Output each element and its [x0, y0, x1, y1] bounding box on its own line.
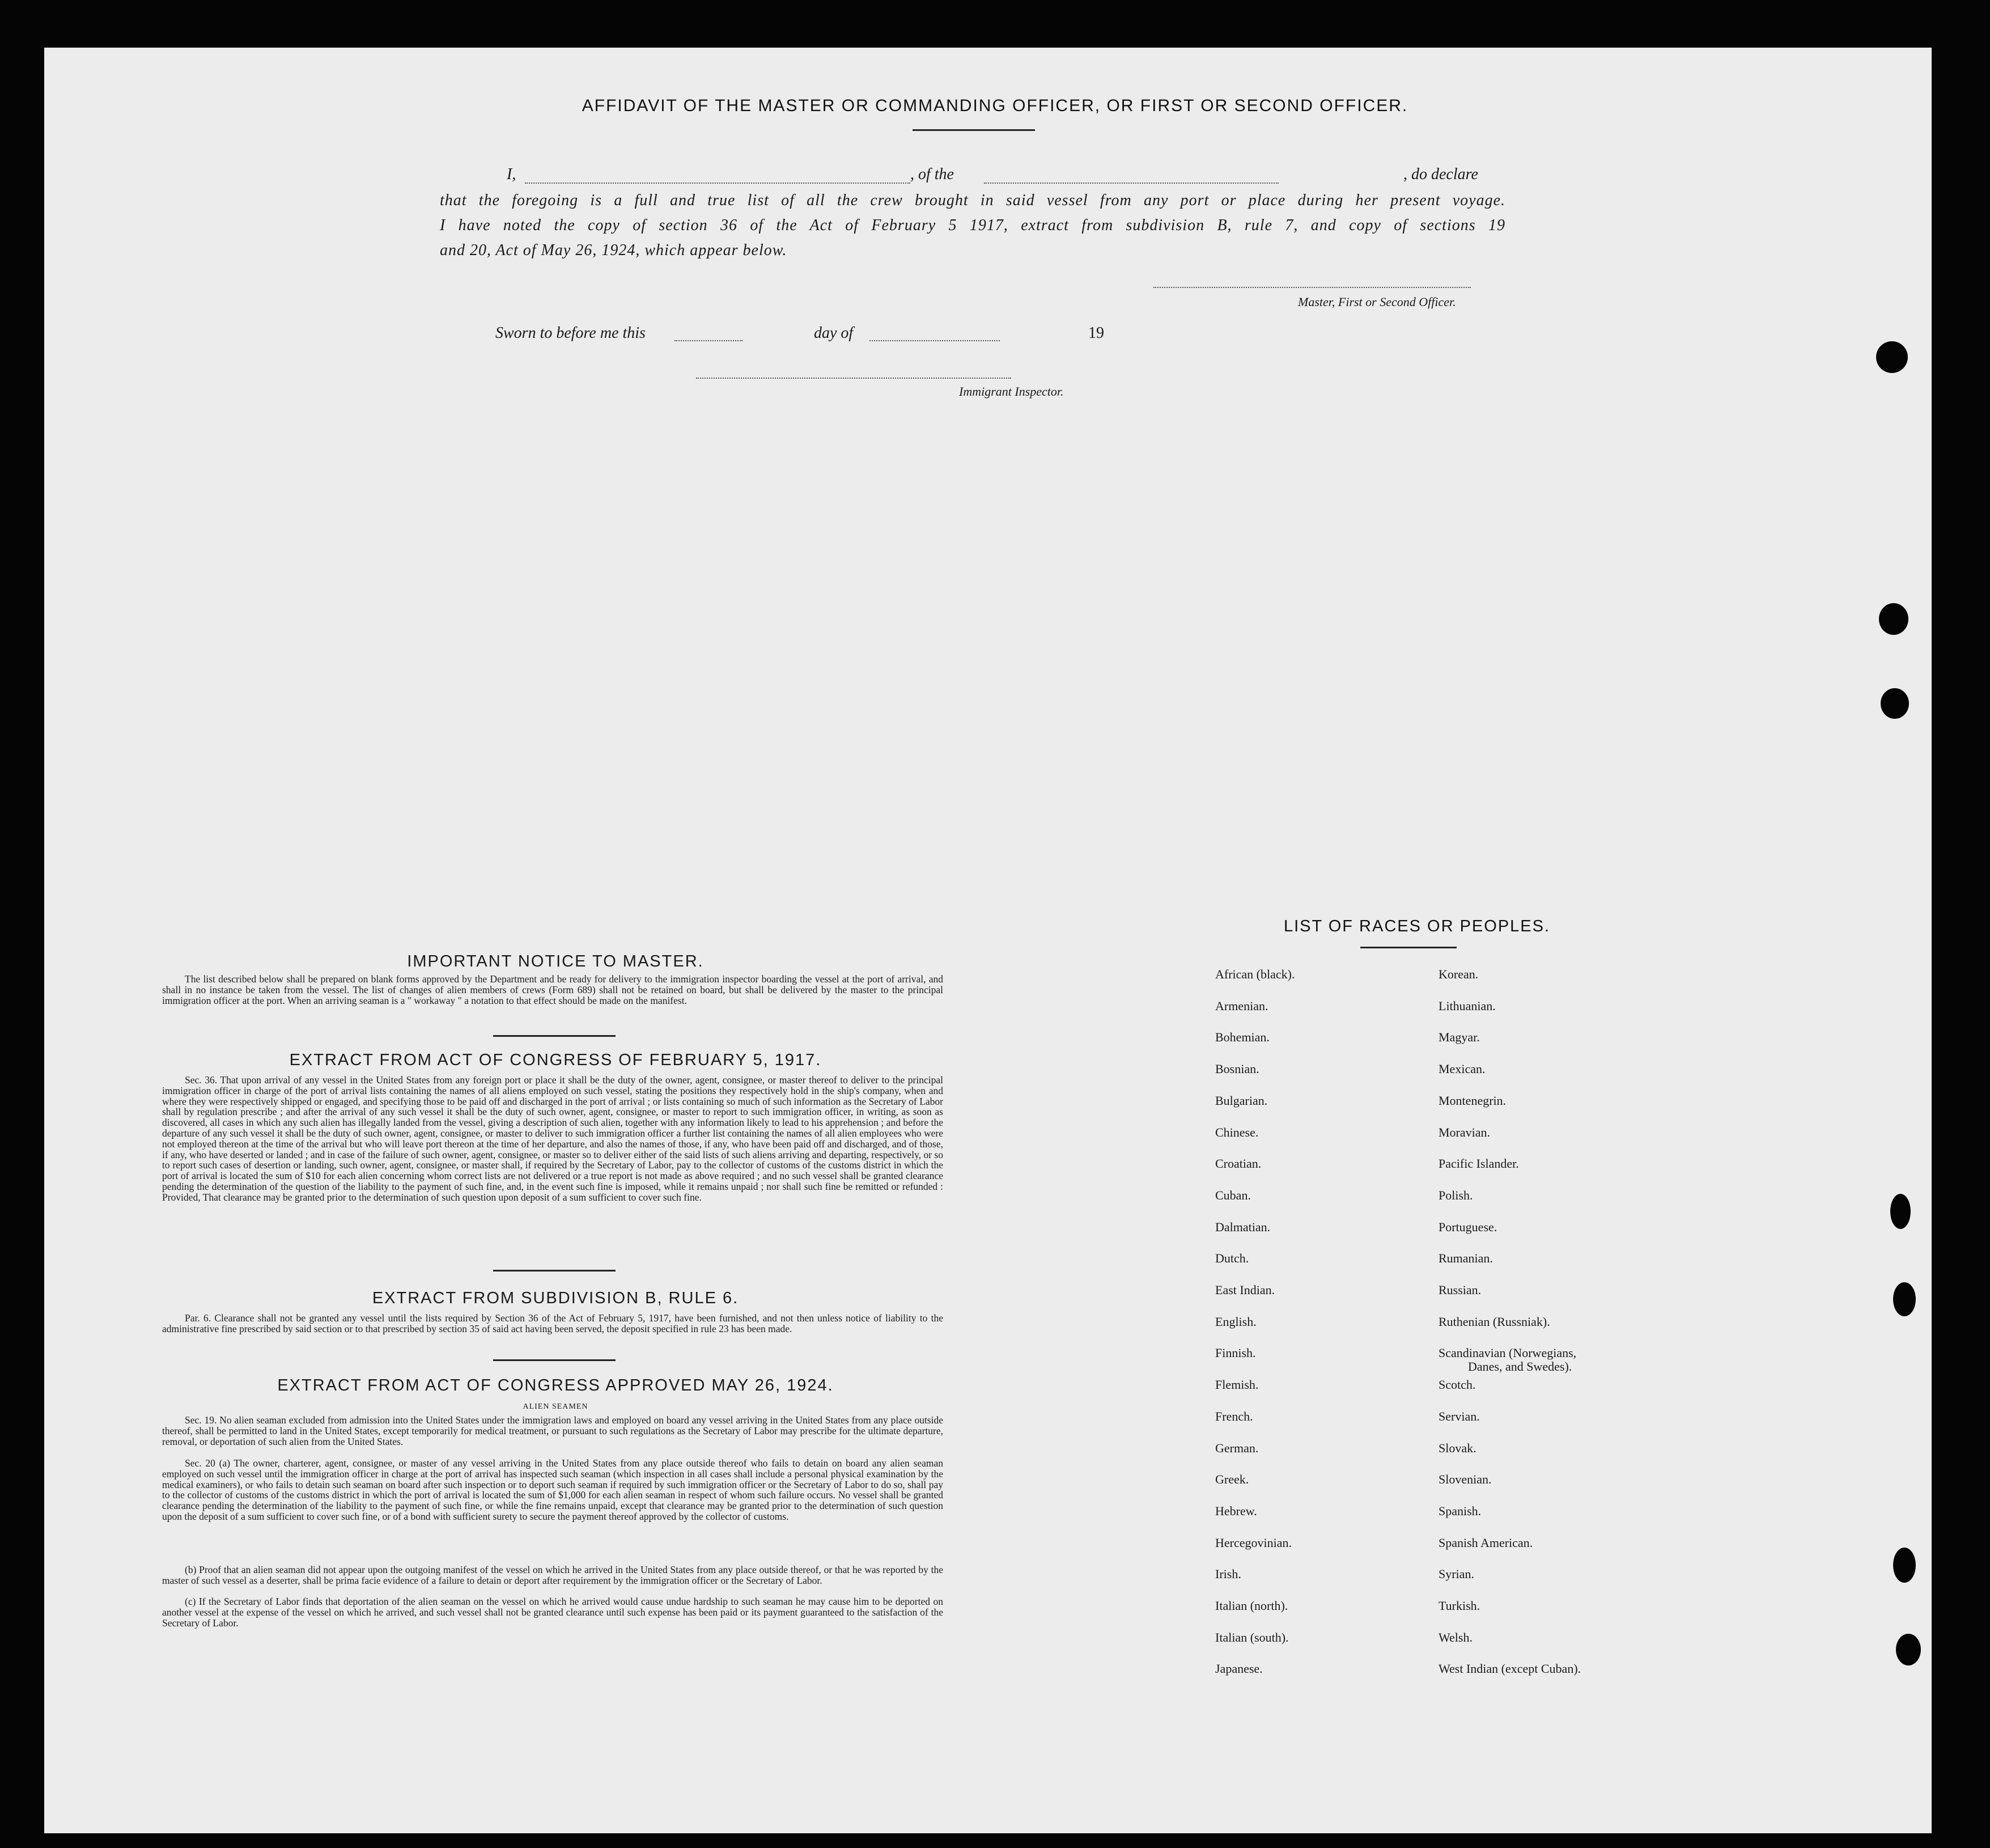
race-item: Hercegovinian.: [1215, 1535, 1292, 1550]
sec20b-text: (b) Proof that an alien seaman did not appear upon the outgoing manifest of the vessel on which he arrived in the United States from any place outside thereof, or that he was reported by the master of such vessel as a deserter, shall be prima facie evidence of a failure to detain or deport after requirement by the immigration officer or the Secretary of Labor.: [162, 1564, 943, 1586]
race-item: Dutch.: [1215, 1251, 1249, 1266]
punch-hole: [1893, 1282, 1916, 1316]
sworn-month-blank[interactable]: [869, 340, 1000, 341]
sec20c-text: (c) If the Secretary of Labor finds that deportation of the alien seaman on the vessel on which he arrived would cause undue hardship to such seaman he may cause him to be deported on another vessel at the expense of the vessel on which he arrived, and such vessel shall not be granted clearance until such expense has been paid or its payment guaranteed to the satisfaction of the Secretary of Labor.: [162, 1596, 943, 1629]
extract-1924-title: EXTRACT FROM ACT OF CONGRESS APPROVED MAY 26, 1924.: [277, 1376, 834, 1395]
extract-rule6-title: EXTRACT FROM SUBDIVISION B, RULE 6.: [372, 1289, 739, 1307]
race-item: Spanish.: [1439, 1503, 1482, 1518]
race-item: Moravian.: [1439, 1125, 1491, 1139]
race-item: Bosnian.: [1215, 1062, 1259, 1076]
race-item: Korean.: [1439, 967, 1479, 981]
race-item: Japanese.: [1215, 1661, 1263, 1676]
alien-seamen-subtitle: ALIEN SEAMEN: [523, 1402, 588, 1411]
race-item: English.: [1215, 1314, 1257, 1329]
race-item: Flemish.: [1215, 1377, 1259, 1392]
declarant-name-blank[interactable]: [525, 183, 910, 184]
of-the-text: , of the: [910, 166, 954, 183]
race-item: Welsh.: [1439, 1630, 1473, 1644]
inspector-signature-blank[interactable]: [696, 378, 1011, 379]
race-item: Dalmatian.: [1215, 1219, 1271, 1234]
divider: [493, 1359, 616, 1361]
master-signature-label: Master, First or Second Officer.: [1298, 295, 1456, 309]
sworn-day-of: day of: [814, 324, 854, 342]
race-item: Montenegrin.: [1439, 1093, 1507, 1108]
race-item: Hebrew.: [1215, 1503, 1257, 1518]
title-underline: [913, 129, 1035, 131]
race-item: French.: [1215, 1409, 1253, 1423]
punch-hole: [1896, 1634, 1921, 1665]
race-item: Pacific Islander.: [1439, 1156, 1519, 1171]
race-item: Chinese.: [1215, 1125, 1259, 1139]
punch-hole: [1893, 1548, 1916, 1583]
affidavit-title: AFFIDAVIT OF THE MASTER OR COMMANDING OFFICER, OR FIRST OR SECOND OFFICER.: [582, 96, 1408, 115]
vessel-name-blank[interactable]: [984, 183, 1279, 184]
race-scandinavian-cont: Danes, and Swedes).: [1468, 1359, 1572, 1374]
master-signature-blank[interactable]: [1153, 287, 1471, 288]
race-item: Scotch.: [1439, 1377, 1476, 1392]
race-item: Syrian.: [1439, 1567, 1474, 1582]
affidavit-line-3: I have noted the copy of section 36 of the Act of February 5 1917, extract from subdivision B, rule 7, and copy of sections 19: [440, 217, 1505, 234]
sec20a-text: Sec. 20 (a) The owner, charterer, agent, consignee, or master of any vessel arriving in the United States from any place outside thereof who fails to detain on board any alien seaman employed on such vessel until the immigration officer in charge at the port of arrival has inspected such seaman (which inspection in all cases shall include a personal physical examination by the medical examiners), or who fails to detain such seaman on board after such inspection or to deport such seaman if required by such immigration officer or the Secretary of Labor to do so, shall pay to the collector of customs of the customs district in which the port of arrival is located the sum of $1,000 for each alien seaman in respect of whom such failure occurs. No vessel shall be granted clearance pending the determination of the liability to the payment of such fine, or while the fine remains unpaid, except that clearance may be granted prior to the determination of such question upon the deposit of a sum sufficient to cover such fine, or of a bond with sufficient surety to secure the payment thereof approved by the collector of customs.: [162, 1457, 943, 1522]
punch-hole: [1876, 341, 1908, 373]
extract-rule6-text: Par. 6. Clearance shall not be granted any vessel until the lists required by Section 36 of the Act of February 5, 1917, have been furnished, and not then unless notice of liability to the administrative fine prescribed by said section or to that prescribed by section 35 of said act having been served, the deposit specified in rule 23 has been made.: [162, 1312, 943, 1334]
race-item: Portuguese.: [1439, 1219, 1497, 1234]
punch-hole: [1879, 603, 1908, 635]
extract-1917-title: EXTRACT FROM ACT OF CONGRESS OF FEBRUARY 5, 1917.: [289, 1051, 822, 1069]
race-item: Magyar.: [1439, 1030, 1480, 1045]
punch-hole: [1881, 688, 1909, 719]
race-item: German.: [1215, 1440, 1259, 1455]
race-item: East Indian.: [1215, 1283, 1275, 1297]
race-item: Slovak.: [1439, 1440, 1476, 1455]
races-underline: [1360, 947, 1457, 948]
race-item: Greek.: [1215, 1472, 1249, 1487]
race-item: Croatian.: [1215, 1156, 1262, 1171]
race-item: Servian.: [1439, 1409, 1480, 1423]
sworn-day-blank[interactable]: [674, 340, 742, 341]
sec19-text: Sec. 19. No alien seaman excluded from admission into the United States under the immigration laws and employed on board any vessel arriving in the United States from any place outside thereof, shall be permitted to land in the United States, except temporarily for medical treatment, or pursuant to such regulations as the Secretary of Labor may prescribe for the ultimate departure, removal, or deportation of such alien from the United States.: [162, 1414, 943, 1447]
race-item: Italian (south).: [1215, 1630, 1289, 1644]
notice-title: IMPORTANT NOTICE TO MASTER.: [407, 952, 704, 970]
race-item: Armenian.: [1215, 998, 1268, 1013]
declarant-prefix: I,: [507, 166, 516, 183]
affidavit-line-1: [440, 166, 1505, 188]
race-item: Scandinavian (Norwegians,: [1439, 1346, 1577, 1360]
race-item: Bulgarian.: [1215, 1093, 1268, 1108]
punch-hole: [1890, 1194, 1911, 1229]
race-item: West Indian (except Cuban).: [1439, 1661, 1581, 1676]
race-item: Ruthenian (Russniak).: [1439, 1314, 1550, 1329]
race-item: Turkish.: [1439, 1599, 1480, 1613]
race-item: Finnish.: [1215, 1346, 1256, 1360]
affidavit-line-4: and 20, Act of May 26, 1924, which appear below.: [440, 241, 787, 259]
race-item: Russian.: [1439, 1283, 1482, 1297]
sworn-line: [495, 324, 1119, 347]
divider: [493, 1035, 616, 1037]
inspector-label: Immigrant Inspector.: [959, 384, 1064, 399]
notice-text: The list described below shall be prepared on blank forms approved by the Department and be ready for delivery to the immigration inspector boarding the vessel at the port of arrival, and shall in no instance be taken from the vessel. The list of changes of alien members of crews (Form 689) shall not be retained on board, but shall be delivered by the master to the principal immigration officer at the port. When an arriving seaman is a " workaway " a notation to that effect should be made on the manifest.: [162, 973, 943, 1006]
declare-text: , do declare: [1403, 166, 1478, 183]
sworn-prefix: Sworn to before me this: [495, 324, 646, 342]
races-title: LIST OF RACES OR PEOPLES.: [1283, 917, 1551, 935]
affidavit-line-2: that the foregoing is a full and true list of all the crew brought in said vessel from any port or place during her present voyage.: [440, 192, 1505, 209]
sworn-year: 19: [1088, 324, 1104, 342]
race-item: Italian (north).: [1215, 1599, 1288, 1613]
race-item: African (black).: [1215, 967, 1295, 981]
divider: [493, 1270, 616, 1271]
race-item: Lithuanian.: [1439, 998, 1496, 1013]
race-item: Spanish American.: [1439, 1535, 1533, 1550]
race-item: Bohemian.: [1215, 1030, 1270, 1045]
race-item: Slovenian.: [1439, 1472, 1492, 1487]
extract-1917-text: Sec. 36. That upon arrival of any vessel in the United States from any foreign port or place it shall be the duty of the owner, agent, consignee, or master thereof to deliver to the principal immigration officer in charge of the port of arrival lists containing the names of all aliens employed on such vessel, stating the positions they respectively hold in the ship's company, when and where they were respectively shipped or engaged, and specifying those to be paid off and discharged in the port of arrival ; or lists containing so much of such information as the Secretary of Labor shall by regulation prescribe ; and after the arrival of any such vessel it shall be the duty of such owner, agent, consignee, or master to report to such immigration officer, in writing, as soon as discovered, all cases in which any such alien has illegally landed from the vessel, giving a description of such alien, together with any information likely to lead to his apprehension ; and before the departure of any such vessel it shall be the duty of such owner, agent, consignee, or master to deliver to such immigration officer a further list containing the names of all alien employees who were not employed thereon at the time of the arrival but who will leave port thereon at the time of her departure, and also the names of those, if any, who have been paid off and discharged, and of those, if any, who have deserted or landed ; and in case of the failure of such owner, agent, consignee, or master so to deliver either of the said lists of such aliens arriving and departing, respectively, or so to report such cases of desertion or landing, such owner, agent, consignee, or master shall, if required by the Secretary of Labor, pay to the collector of customs of the customs district in which the port of arrival is located the sum of $10 for each alien concerning whom correct lists are not delivered or a true report is not made as above required ; and no such vessel shall be granted clearance pending the determination of the question of the liability to the payment of such fine, and, in the event such fine is imposed, while it remains unpaid ; nor shall such fine be remitted or refunded : Provided, That clearance may be granted prior to the determination of such question upon deposit of a sum sufficient to cover such fine.: [162, 1074, 943, 1203]
race-item: Irish.: [1215, 1567, 1241, 1582]
race-item: Rumanian.: [1439, 1251, 1493, 1266]
race-item: Mexican.: [1439, 1062, 1486, 1076]
race-item: Polish.: [1439, 1188, 1473, 1202]
race-item: Cuban.: [1215, 1188, 1251, 1202]
